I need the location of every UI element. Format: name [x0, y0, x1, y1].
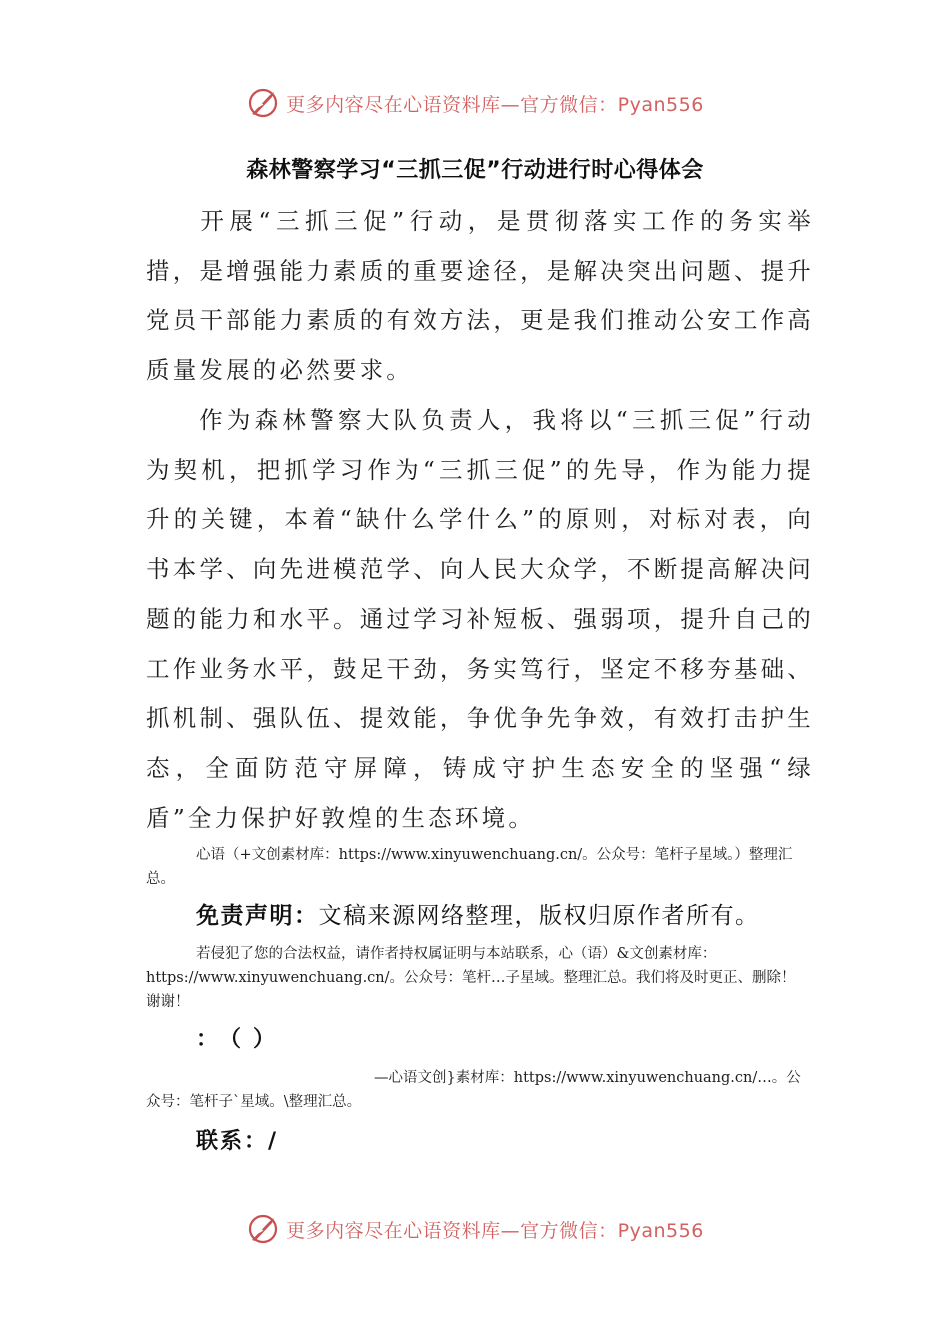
banner-text: 更多内容尽在心语资料库—官方微信：Pyan556	[286, 1219, 704, 1242]
paragraph: 作为森林警察大队负责人，我将以“三抓三促”行动为契机，把抓学习作为“三抓三促”的先导，作为能力提升的关键，本着“缺什么学什么”的原则，对标对表，向书本学、向先进模范学、向人民大众学，不断提高解决问题的能力和水平。通过学习补短板、强弱项，提升自己的工作业务水平，鼓足干劲，务实笃行，坚定不移夯基础、抓机制、强队伍、提效能，争优争先争效，有效打击护生态，全面防范守屏障，铸成守护生态安全的坚强“绿盾”全力保护好敦煌的生态环境。	[146, 406, 814, 832]
source-note-2: —心语文创}素材库：https://www.xinyuwenchuang.cn/…。公众号：笔杆子`星域。\整理汇总。	[146, 1070, 801, 1110]
document-title: 森林警察学习“三抓三促”行动进行时心得体会	[246, 158, 704, 183]
disclaimer	[196, 897, 816, 930]
quill-logo-icon	[246, 86, 280, 120]
banner-text: 更多内容尽在心语资料库—官方微信：Pyan556	[286, 93, 704, 116]
footer-banner	[0, 1209, 950, 1249]
contact-line: 联系：/	[196, 1129, 279, 1154]
paragraph: 开展“三抓三促”行动，是贯彻落实工作的务实举措，是增强能力素质的重要途径，是解决突出问题、提升党员干部能力素质的有效方法，更是我们推动公安工作高质量发展的必然要求。	[146, 207, 814, 385]
quill-logo-icon	[246, 1212, 280, 1246]
source-note: 心语（+文创素材库：https://www.xinyuwenchuang.cn/。公众号：笔杆子星域。）整理汇总。	[146, 847, 793, 887]
infringement-note: 若侵犯了您的合法权益，请作者持权属证明与本站联系，心（语）&文创素材库：https://www.xinyuwenchuang.cn/。公众号：笔杆…子星域。整理汇总。我们将及时更正、删除！谢谢！	[146, 946, 796, 1010]
header-banner	[0, 83, 950, 123]
disclaimer-label: 免责声明：	[196, 903, 319, 929]
disclaimer-text: 文稿来源网络整理，版权归原作者所有。	[318, 903, 760, 929]
bracket-line: ：（）	[196, 1027, 288, 1052]
